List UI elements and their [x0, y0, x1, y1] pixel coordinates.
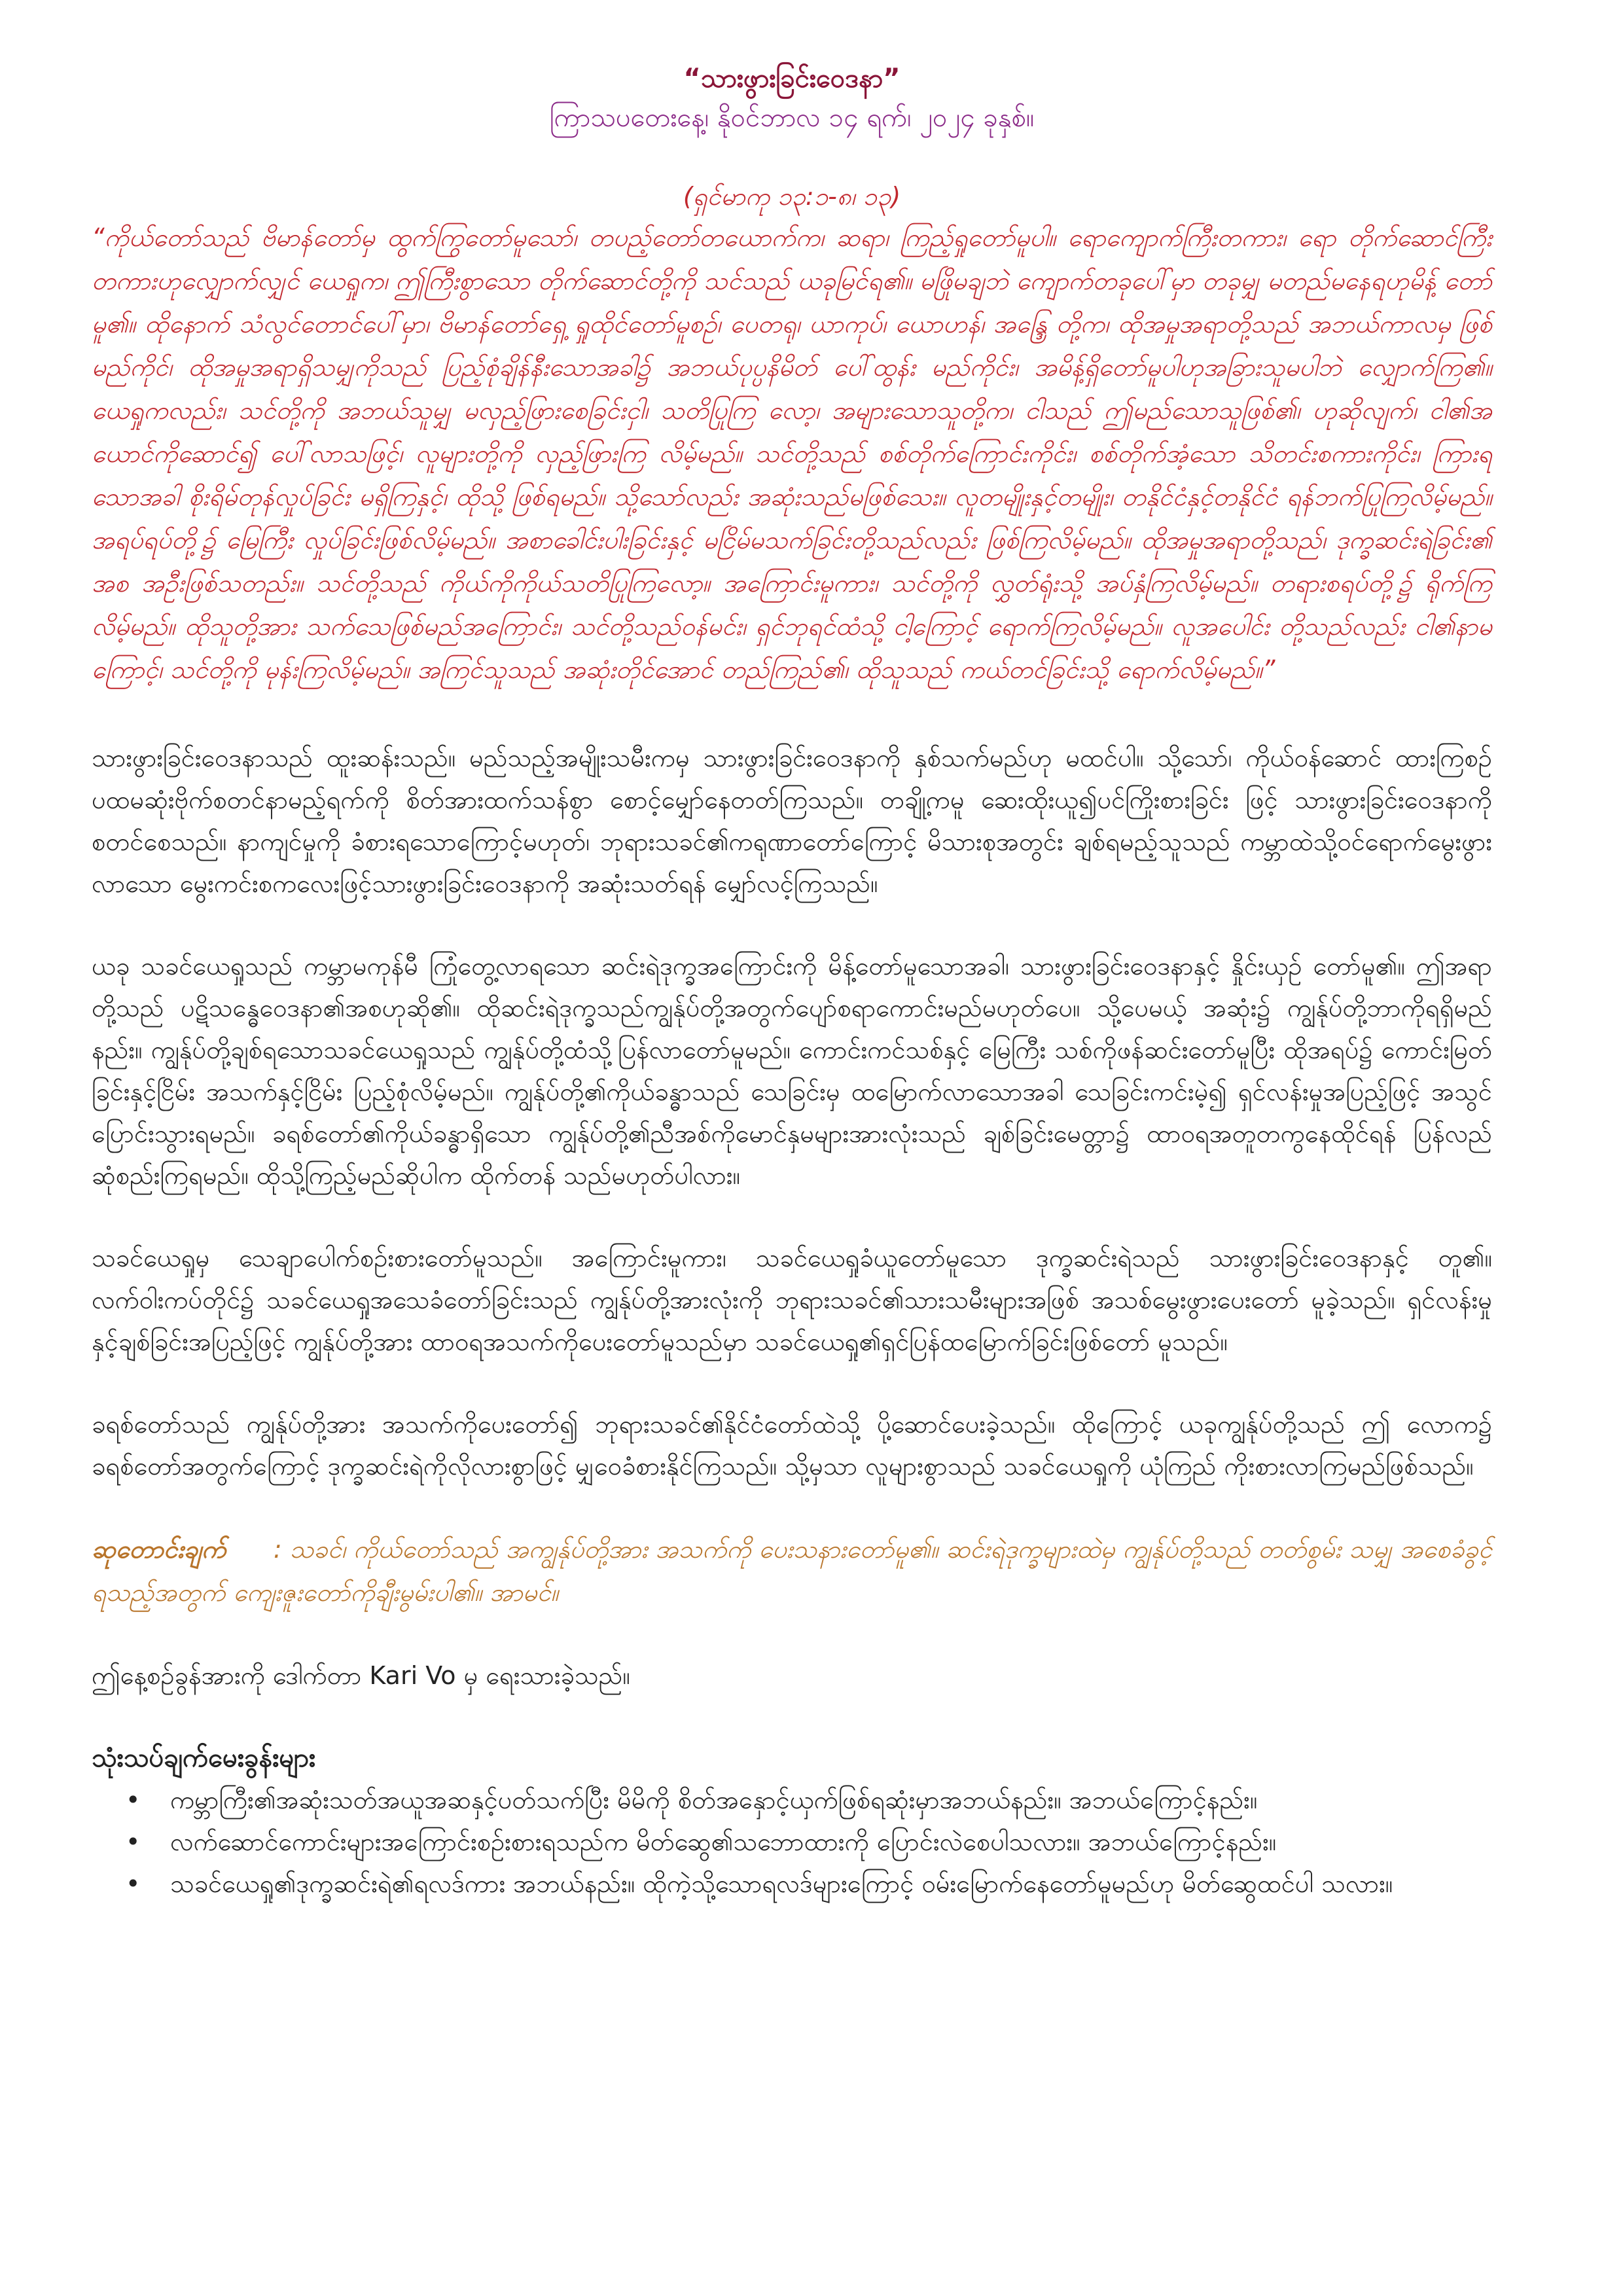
bullet-icon: • — [126, 1869, 141, 1898]
questions-heading: သုံးသပ်ချက်မေးခွန်းများ — [92, 1743, 316, 1773]
question-text: ကမ္ဘာကြီး၏အဆုံးသတ်အယူအဆနှင့်ပတ်သက်ပြီး မိမိကို စိတ်အနှောင့်ယှက်ဖြစ်ရဆုံးမှာအဘယ်နည်း။ အဘယ်ကြောင့်နည်း။ — [170, 1785, 1258, 1814]
body-paragraph-2: ယခု သခင်ယေရှုသည် ကမ္ဘာမကုန်မီ ကြုံတွေ့လာရသော ဆင်းရဲဒုက္ခအကြောင်းကို မိန့်တော်မူသောအခါ၊ သားဖွားခြင်းဝေဒနာနှင့် နှိုင်းယှဉ် တော်မူ၏။ ဤအရာတို့သည် ပဋိသန္ဓေဝေဒနာ၏အစဟုဆို၏။ ထိုဆင်းရဲဒုက္ခသည်ကျွန်ုပ်တို့အတွက်ပျော်စရာကောင်းမည်မဟုတ်ပေ။ သို့ပေမယ့် အဆုံး၌ ကျွန်ုပ်တို့ဘာကိုရရှိမည်နည်း။ ကျွန်ုပ်တို့ချစ်ရသောသခင်ယေရှုသည် ကျွန်ုပ်တို့ထံသို့ပြန်လာတော်မူမည်။ ကောင်းကင်သစ်နှင့် မြေကြီး သစ်ကိုဖန်ဆင်းတော်မူပြီး ထိုအရပ်၌ ကောင်းမြတ်ခြင်းနှင့်ငြိမ်း အသက်နှင့်ငြိမ်း ပြည့်စုံလိမ့်မည်။ ကျွန်ုပ်တို့၏ကိုယ်ခန္ဓာသည် သေခြင်းမှ ထမြောက်လာသောအခါ သေခြင်းကင်းမဲ့၍ ရှင်လန်းမှုအပြည့်ဖြင့် အသွင်ပြောင်းသွားရမည်။ ခရစ်တော်၏ကိုယ်ခန္ဓာရှိသော ကျွန်ုပ်တို့၏ညီအစ်ကိုမောင်နှမများအားလုံးသည် ချစ်ခြင်းမေတ္တာ၌ ထာဝရအတူတကွနေထိုင်ရန် ပြန်လည်ဆုံစည်းကြရမည်။ ထိုသို့ကြည့်မည်ဆိုပါက ထိုက်တန် သည်မဟုတ်ပါလား။ — [92, 952, 1492, 1190]
author-note: ဤနေ့စဉ်ခွန်အားကို ဒေါက်တာ Kari Vo မှ ရေးသားခဲ့သည်။ — [92, 1661, 630, 1690]
questions-list — [92, 1779, 1492, 1905]
question-item — [92, 1821, 1492, 1863]
question-item — [92, 1779, 1492, 1821]
question-item — [92, 1863, 1492, 1905]
body-paragraph-1: သားဖွားခြင်းဝေဒနာသည် ထူးဆန်းသည်။ မည်သည့်အမျိုးသမီးကမှ သားဖွားခြင်းဝေဒနာကို နှစ်သက်မည်ဟု မထင်ပါ။ သို့သော်၊ ကိုယ်ဝန်ဆောင် ထားကြစဉ် ပထမဆုံးဗိုက်စတင်နာမည့်ရက်ကို စိတ်အားထက်သန်စွာ စောင့်မျှော်နေတတ်ကြသည်။ တချို့ကမူ ဆေးထိုးယူ၍ပင်ကြိုးစားခြင်း ဖြင့် သားဖွားခြင်းဝေဒနာကို စတင်စေသည်။ နာကျင်မှုကို ခံစားရသောကြောင့်မဟုတ်၊ ဘုရားသခင်၏ကရုဏာတော်ကြောင့် မိသားစုအတွင်း ချစ်ရမည့်သူသည် ကမ္ဘာထဲသို့ဝင်ရောက်မွေးဖွားလာသော မွေးကင်းစကလေးဖြင့်သားဖွားခြင်းဝေဒနာကို အဆုံးသတ်ရန် မျှော်လင့်ကြသည်။ — [92, 744, 1492, 898]
scripture-text: “ကိုယ်တော်သည် ဗိမာန်တော်မှ ထွက်ကြွတော်မူသော်၊ တပည့်တော်တယောက်က၊ ဆရာ၊ ကြည့်ရှုတော်မူပါ။ ရောကျောက်ကြီးတကား၊ ရော တိုက်ဆောင်ကြီးတကားဟုလျှောက်လျှင် ယေရှုက၊ ဤကြီးစွာသော တိုက်ဆောင်တို့ကို သင်သည် ယခုမြင်ရ၏။ မဖြိုမချဘဲ ကျောက်တခုပေါ်မှာ တခုမျှ မတည်မနေရဟုမိန့် တော်မူ၏။ ထိုနောက် သံလွင်တောင်ပေါ်မှာ၊ ဗိမာန်တော်ရှေ့ ရှုထိုင်တော်မူစဉ်၊ ပေတရု၊ ယာကုပ်၊ ယောဟန်၊ အန္ဒြေ တို့က၊ ထိုအမှုအရာတို့သည် အဘယ်ကာလမှ ဖြစ်မည်ကိုင်၊ ထိုအမှုအရာရှိသမျှကိုသည် ပြည့်စုံချိန်နီးသောအခါ၌ အဘယ်ပုပ္ပနိမိတ် ပေါ်ထွန်း မည်ကိုင်း၊ အမိန့်ရှိတော်မူပါဟုအခြားသူမပါဘဲ လျှောက်ကြ၏။ ယေရှုကလည်း၊ သင်တို့ကို အဘယ်သူမျှ မလှည့်ဖြားစေခြင်းငှါ၊ သတိပြုကြ လော့၊ အများသောသူတို့က၊ ငါသည် ဤမည်သောသူဖြစ်၏၊ ဟုဆိုလျက်၊ ငါ၏အယောင်ကိုဆောင်၍ ပေါ်လာသဖြင့်၊ လူများတို့ကို လှည့်ဖြားကြ လိမ့်မည်။ သင်တို့သည် စစ်တိုက်ကြောင်းကိုင်း၊ စစ်တိုက်အံ့သော သိတင်းစကားကိုင်း၊ ကြားရသောအခါ စိုးရိမ်တုန်လှုပ်ခြင်း မရှိကြနှင့်၊ ထိုသို့ ဖြစ်ရမည်။ သို့သော်လည်း အဆုံးသည်မဖြစ်သေး။ လူတမျိုးနှင့်တမျိုး၊ တနိုင်ငံနှင့်တနိုင်ငံ ရန်ဘက်ပြုကြလိမ့်မည်။ အရပ်ရပ်တို့၌ မြေကြီး လှုပ်ခြင်းဖြစ်လိမ့်မည်။ အစာခေါင်းပါးခြင်းနှင့် မငြိမ်မသက်ခြင်းတို့သည်လည်း ဖြစ်ကြလိမ့်မည်။ ထိုအမှုအရာတို့သည်၊ ဒုက္ခဆင်းရဲခြင်း၏ အစ အဦးဖြစ်သတည်း။ သင်တို့သည် ကိုယ်ကိုကိုယ်သတိပြုကြလော့။ အကြောင်းမူကား၊ သင်တို့ကို လွှတ်ရုံးသို့ အပ်နှံကြလိမ့်မည်။ တရားစရပ်တို့၌ ရိုက်ကြလိမ့်မည်။ ထိုသူတို့အား သက်သေဖြစ်မည်အကြောင်း၊ သင်တို့သည်ဝန်မင်း၊ ရှင်ဘုရင်ထံသို့ ငါ့ကြောင့် ရောက်ကြလိမ့်မည်။ လူအပေါင်း တို့သည်လည်း ငါ၏နာမကြောင့်၊ သင်တို့ကို မုန်းကြလိမ့်မည်။ အကြင်သူသည် အဆုံးတိုင်အောင် တည်ကြည်၏၊ ထိုသူသည် ကယ်တင်ခြင်းသို့ ရောက်လိမ့်မည်။” — [92, 223, 1492, 684]
bullet-icon: • — [126, 1785, 141, 1814]
prayer-block — [92, 1528, 1492, 1614]
scripture-reference: (ရှင်မာကု ၁၃:၁-၈၊ ၁၃) — [683, 182, 901, 211]
body-paragraph-3: သခင်ယေရှုမှ သေချာပေါက်စဉ်းစားတော်မူသည်။ အကြောင်းမူကား၊ သခင်ယေရှုခံယူတော်မူသော ဒုက္ခဆင်းရဲသည် သားဖွားခြင်းဝေဒနာနှင့် တူ၏။ လက်ဝါးကပ်တိုင်၌ သခင်ယေရှုအသေခံတော်ခြင်းသည် ကျွန်ုပ်တို့အားလုံးကို ဘုရားသခင်၏သားသမီးများအဖြစ် အသစ်မွေးဖွားပေးတော် မူခဲ့သည်။ ရှင်လန်းမှုနှင့်ချစ်ခြင်းအပြည့်ဖြင့် ကျွန်ုပ်တို့အား ထာဝရအသက်ကိုပေးတော်မူသည်မှာ သခင်ယေရှု၏ရှင်ပြန်ထမြောက်ခြင်းဖြစ်တော် မူသည်။ — [92, 1244, 1492, 1356]
prayer-label: ဆုတောင်းချက် — [92, 1535, 226, 1564]
prayer-gap — [234, 1535, 265, 1564]
prayer-text: : သခင်၊ ကိုယ်တော်သည် အကျွန်ုပ်တို့အား အသက်ကို ပေးသနားတော်မူ၏။ ဆင်းရဲဒုက္ခများထဲမှ ကျွန်ုပ်တို့သည် တတ်စွမ်း သမျှ အစေခံခွင့်ရသည့်အတွက် ကျေးဇူးတော်ကိုချီးမွမ်းပါ၏။ အာမင်။ — [92, 1535, 1492, 1607]
devotional-title: “သားဖွားခြင်းဝေဒနာ” — [683, 63, 901, 94]
devotional-date: ကြာသပတေးနေ့၊ နိုဝင်ဘာလ ၁၄ ရက်၊ ၂၀၂၄ ခုနှစ်။ — [549, 103, 1035, 133]
body-paragraph-4: ခရစ်တော်သည် ကျွန်ုပ်တို့အား အသက်ကိုပေးတော်၍ ဘုရားသခင်၏နိုင်ငံတော်ထဲသို့ ပို့ဆောင်ပေးခဲ့သည်။ ထိုကြောင့် ယခုကျွန်ုပ်တို့သည် ဤ လောက၌ ခရစ်တော်အတွက်ကြောင့် ဒုက္ခဆင်းရဲကိုလိုလားစွာဖြင့် မျှဝေခံစားနိုင်ကြသည်။ သို့မှသာ လူများစွာသည် သခင်ယေရှုကို ယုံကြည် ကိုးစားလာကြမည်ဖြစ်သည်။ — [92, 1410, 1492, 1480]
devotional-page — [92, 52, 1492, 1905]
bullet-icon: • — [126, 1827, 141, 1856]
question-text: သခင်ယေရှု၏ဒုက္ခဆင်းရဲ၏ရလဒ်ကား အဘယ်နည်း။ ထိုကဲ့သို့သောရလဒ်များကြောင့် ဝမ်းမြောက်နေတော်မူမည်ဟု မိတ်ဆွေထင်ပါ သလား။ — [170, 1869, 1393, 1898]
question-text: လက်ဆောင်ကောင်းများအကြောင်းစဉ်းစားရသည်က မိတ်ဆွေ၏သဘောထားကို ပြောင်းလဲစေပါသလား။ အဘယ်ကြောင့်နည်း။ — [170, 1827, 1277, 1856]
